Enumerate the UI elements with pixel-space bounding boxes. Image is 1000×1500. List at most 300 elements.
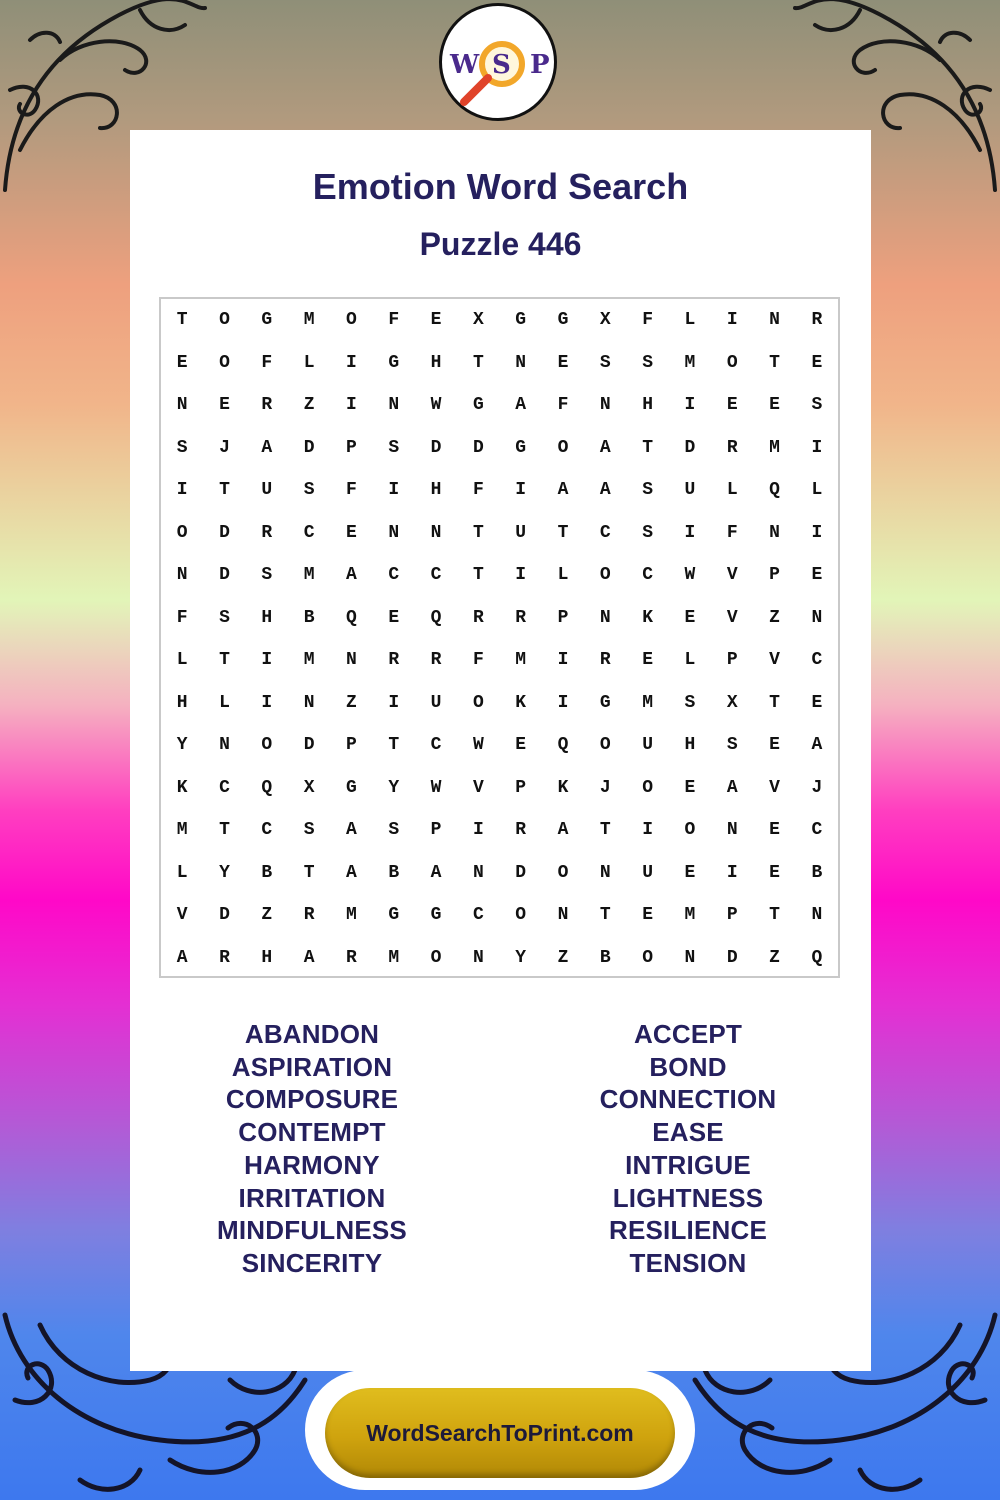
grid-row xyxy=(161,384,838,427)
grid-cell[interactable]: N xyxy=(303,692,315,713)
grid-cell[interactable]: D xyxy=(219,565,230,586)
grid-cell[interactable]: V xyxy=(726,607,738,628)
grid-cell[interactable]: F xyxy=(388,310,400,331)
grid-cell[interactable]: M xyxy=(515,650,527,671)
grid-cell[interactable]: K xyxy=(557,777,569,798)
grid-cell[interactable]: H xyxy=(430,480,442,501)
grid-cell[interactable]: M xyxy=(684,352,696,373)
grid-cell[interactable]: S xyxy=(684,692,696,713)
grid-cell[interactable]: F xyxy=(472,650,484,671)
grid-cell[interactable]: P xyxy=(346,735,357,756)
grid-cell[interactable]: I xyxy=(557,650,569,671)
grid-cell[interactable]: K xyxy=(176,777,188,798)
grid-cell[interactable]: T xyxy=(599,820,611,841)
grid-cell[interactable]: I xyxy=(811,437,823,458)
grid-cell[interactable]: G xyxy=(388,905,400,926)
grid-cell[interactable]: E xyxy=(515,735,527,756)
grid-cell[interactable]: R xyxy=(515,607,527,628)
grid-cell[interactable]: N xyxy=(176,565,188,586)
grid-cell[interactable]: S xyxy=(303,820,315,841)
grid-cell[interactable]: I xyxy=(388,480,400,501)
grid-cell[interactable]: I xyxy=(684,395,696,416)
logo-letter-w: W xyxy=(450,50,480,80)
grid-cell[interactable]: I xyxy=(811,522,823,543)
grid-cell[interactable]: V xyxy=(176,905,188,926)
puzzle-number: Puzzle 446 xyxy=(419,226,582,262)
grid-cell[interactable]: A xyxy=(346,820,357,841)
grid-cell[interactable]: E xyxy=(769,862,780,883)
word-list-item: ACCEPT xyxy=(633,1019,743,1049)
grid-cell[interactable]: C xyxy=(430,735,442,756)
site-link-label: WordSearchToPrint.com xyxy=(366,1419,634,1446)
grid-row xyxy=(161,724,838,767)
grid-cell[interactable]: T xyxy=(472,522,484,543)
grid-cell[interactable]: O xyxy=(642,777,653,798)
grid-cell[interactable]: B xyxy=(811,862,823,883)
grid-cell[interactable]: T xyxy=(219,650,230,671)
grid-cell[interactable]: A xyxy=(599,480,611,501)
grid-cell[interactable]: M xyxy=(303,650,315,671)
grid-cell[interactable]: U xyxy=(684,480,696,501)
grid-cell[interactable]: N xyxy=(472,947,484,968)
grid-cell[interactable]: O xyxy=(599,735,611,756)
grid-cell[interactable]: U xyxy=(261,480,273,501)
grid-cell[interactable]: N xyxy=(726,820,738,841)
grid-cell[interactable]: M xyxy=(303,310,315,331)
grid-cell[interactable]: A xyxy=(811,735,823,756)
grid-cell[interactable]: D xyxy=(219,905,230,926)
grid-cell[interactable]: U xyxy=(642,735,653,756)
grid-cell[interactable]: K xyxy=(515,692,527,713)
grid-cell[interactable]: U xyxy=(515,522,527,543)
grid-cell[interactable]: I xyxy=(346,395,357,416)
grid-cell[interactable]: T xyxy=(769,905,780,926)
grid-cell[interactable]: S xyxy=(388,820,400,841)
grid-cell[interactable]: L xyxy=(811,480,823,501)
grid-cell[interactable]: W xyxy=(430,777,442,798)
grid-cell[interactable]: I xyxy=(472,820,484,841)
grid-cell[interactable]: R xyxy=(346,947,357,968)
grid-cell[interactable]: M xyxy=(388,947,400,968)
grid-cell[interactable]: G xyxy=(388,352,400,373)
grid-cell[interactable]: F xyxy=(642,310,653,331)
grid-cell[interactable]: Y xyxy=(515,947,527,968)
grid-cell[interactable]: E xyxy=(769,735,780,756)
grid-cell[interactable]: F xyxy=(176,607,188,628)
grid-cell[interactable]: S xyxy=(642,522,653,543)
grid-cell[interactable]: T xyxy=(599,905,611,926)
grid-cell[interactable]: R xyxy=(261,395,273,416)
grid-cell[interactable]: L xyxy=(726,480,738,501)
grid-cell[interactable]: R xyxy=(599,650,611,671)
grid-cell[interactable]: A xyxy=(346,862,357,883)
grid-cell[interactable]: G xyxy=(515,437,527,458)
grid-cell[interactable]: T xyxy=(472,352,484,373)
grid-cell[interactable]: X xyxy=(599,310,611,331)
grid-cell[interactable]: C xyxy=(472,905,484,926)
grid-cell[interactable]: I xyxy=(346,352,357,373)
grid-cell[interactable]: M xyxy=(684,905,696,926)
grid-cell[interactable]: E xyxy=(811,692,823,713)
grid-cell[interactable]: P xyxy=(346,437,357,458)
grid-cell[interactable]: P xyxy=(430,820,442,841)
grid-row xyxy=(161,554,838,597)
grid-cell[interactable]: S xyxy=(811,395,823,416)
grid-cell[interactable]: C xyxy=(642,565,653,586)
grid-cell[interactable]: O xyxy=(599,565,611,586)
grid-cell[interactable]: R xyxy=(219,947,230,968)
grid-cell[interactable]: M xyxy=(642,692,653,713)
grid-cell[interactable]: F xyxy=(726,522,738,543)
grid-cell[interactable]: O xyxy=(726,352,738,373)
word-list-item: HARMONY xyxy=(244,1149,380,1180)
grid-cell[interactable]: Z xyxy=(769,607,780,628)
grid-cell[interactable]: D xyxy=(472,437,484,458)
grid-cell[interactable]: E xyxy=(684,777,696,798)
word-list-item: SINCERITY xyxy=(241,1247,383,1278)
grid-cell[interactable]: S xyxy=(303,480,315,501)
word-list-item: LIGHTNESS xyxy=(612,1182,764,1213)
logo-letter-p: P xyxy=(530,50,550,80)
grid-cell[interactable]: O xyxy=(219,310,230,331)
grid-cell[interactable]: R xyxy=(303,905,315,926)
grid-row xyxy=(161,682,838,725)
grid-row xyxy=(161,639,838,682)
grid-cell[interactable]: U xyxy=(430,692,442,713)
grid-cell[interactable]: D xyxy=(303,437,315,458)
grid-cell[interactable]: E xyxy=(642,905,653,926)
grid-cell[interactable]: O xyxy=(642,947,653,968)
grid-cell[interactable]: I xyxy=(261,650,273,671)
grid-cell[interactable]: I xyxy=(726,310,738,331)
word-list-item: ABANDON xyxy=(244,1019,380,1049)
logo-letter-s: S xyxy=(492,50,511,80)
word-list-left xyxy=(162,1018,462,1280)
grid-cell[interactable]: O xyxy=(472,692,484,713)
grid-cell[interactable]: T xyxy=(303,862,315,883)
grid-cell[interactable]: L xyxy=(557,565,569,586)
grid-cell[interactable]: S xyxy=(726,735,738,756)
grid-cell[interactable]: L xyxy=(684,650,696,671)
grid-cell[interactable]: L xyxy=(176,862,188,883)
grid-cell[interactable]: Z xyxy=(557,947,569,968)
grid-cell[interactable]: I xyxy=(515,480,527,501)
word-list-item: INTRIGUE xyxy=(625,1149,751,1180)
grid-cell[interactable]: I xyxy=(388,692,400,713)
grid-cell[interactable]: I xyxy=(515,565,527,586)
grid-cell[interactable]: F xyxy=(346,480,357,501)
grid-cell[interactable]: L xyxy=(303,352,315,373)
grid-cell[interactable]: P xyxy=(726,650,738,671)
grid-cell[interactable]: R xyxy=(515,820,527,841)
grid-cell[interactable]: K xyxy=(642,607,653,628)
grid-cell[interactable]: E xyxy=(430,310,442,331)
grid-cell[interactable]: E xyxy=(684,862,696,883)
grid-cell[interactable]: P xyxy=(515,777,527,798)
grid-cell[interactable]: H xyxy=(176,692,188,713)
grid-row xyxy=(161,342,838,385)
grid-cell[interactable]: C xyxy=(219,777,230,798)
grid-row xyxy=(161,852,838,895)
grid-cell[interactable]: L xyxy=(176,650,188,671)
grid-cell[interactable]: E xyxy=(769,820,780,841)
word-list-right xyxy=(538,1018,838,1280)
grid-cell[interactable]: B xyxy=(388,862,400,883)
grid-cell[interactable]: R xyxy=(388,650,400,671)
grid-cell[interactable]: I xyxy=(726,862,738,883)
grid-cell[interactable]: X xyxy=(472,310,484,331)
grid-cell[interactable]: C xyxy=(599,522,611,543)
grid-cell[interactable]: O xyxy=(684,820,696,841)
grid-cell[interactable]: C xyxy=(388,565,400,586)
grid-cell[interactable]: A xyxy=(176,947,188,968)
letter-grid xyxy=(159,297,840,978)
grid-cell[interactable]: Y xyxy=(219,862,230,883)
grid-cell[interactable]: N xyxy=(599,607,611,628)
grid-cell[interactable]: O xyxy=(515,905,527,926)
grid-cell[interactable]: N xyxy=(811,607,823,628)
grid-cell[interactable]: Q xyxy=(811,947,823,968)
grid-cell[interactable]: A xyxy=(599,437,611,458)
grid-cell[interactable]: G xyxy=(599,692,611,713)
grid-cell[interactable]: I xyxy=(176,480,188,501)
grid-cell[interactable]: A xyxy=(303,947,315,968)
grid-cell[interactable]: C xyxy=(261,820,273,841)
grid-row xyxy=(161,937,838,980)
grid-cell[interactable]: H xyxy=(684,735,696,756)
grid-cell[interactable]: G xyxy=(346,777,357,798)
grid-cell[interactable]: H xyxy=(430,352,442,373)
grid-cell[interactable]: V xyxy=(769,777,780,798)
word-list-item: CONTEMPT xyxy=(238,1117,386,1148)
grid-cell[interactable]: N xyxy=(515,352,527,373)
grid-cell[interactable]: N xyxy=(684,947,696,968)
grid-cell[interactable]: L xyxy=(684,310,696,331)
grid-row xyxy=(161,767,838,810)
word-list-item: TENSION xyxy=(629,1247,747,1278)
grid-cell[interactable]: E xyxy=(726,395,738,416)
grid-cell[interactable]: M xyxy=(176,820,188,841)
grid-cell[interactable]: I xyxy=(557,692,569,713)
grid-cell[interactable]: E xyxy=(684,607,696,628)
grid-cell[interactable]: Q xyxy=(557,735,569,756)
grid-cell[interactable]: R xyxy=(430,650,442,671)
site-link-button[interactable] xyxy=(325,1388,675,1478)
grid-cell[interactable]: S xyxy=(219,607,230,628)
grid-cell[interactable]: Q xyxy=(261,777,273,798)
page-title: Emotion Word Search xyxy=(312,166,689,207)
word-list-item: ASPIRATION xyxy=(231,1051,393,1082)
grid-cell[interactable]: N xyxy=(388,395,400,416)
grid-cell[interactable]: J xyxy=(811,777,823,798)
grid-cell[interactable]: D xyxy=(684,437,696,458)
grid-cell[interactable]: N xyxy=(472,862,484,883)
grid-cell[interactable]: O xyxy=(176,522,188,543)
grid-cell[interactable]: A xyxy=(557,480,569,501)
grid-cell[interactable]: M xyxy=(346,905,357,926)
word-list-item: BOND xyxy=(649,1051,727,1082)
grid-cell[interactable]: Q xyxy=(769,480,780,501)
grid-row xyxy=(161,469,838,512)
grid-cell[interactable]: F xyxy=(557,395,569,416)
grid-cell[interactable]: V xyxy=(472,777,484,798)
grid-cell[interactable]: N xyxy=(557,905,569,926)
grid-cell[interactable]: F xyxy=(261,352,273,373)
grid-cell[interactable]: B xyxy=(303,607,315,628)
grid-cell[interactable]: A xyxy=(430,862,442,883)
grid-cell[interactable]: O xyxy=(557,437,569,458)
grid-cell[interactable]: N xyxy=(176,395,188,416)
grid-cell[interactable]: A xyxy=(261,437,273,458)
grid-cell[interactable]: R xyxy=(261,522,273,543)
grid-cell[interactable]: N xyxy=(346,650,357,671)
grid-cell[interactable]: Z xyxy=(769,947,780,968)
grid-cell[interactable]: P xyxy=(557,607,569,628)
grid-cell[interactable]: N xyxy=(769,310,780,331)
grid-cell[interactable]: Y xyxy=(176,735,188,756)
grid-cell[interactable]: H xyxy=(642,395,653,416)
grid-cell[interactable]: T xyxy=(219,480,230,501)
grid-cell[interactable]: R xyxy=(726,437,738,458)
grid-cell[interactable]: D xyxy=(726,947,738,968)
grid-cell[interactable]: D xyxy=(430,437,442,458)
grid-cell[interactable]: T xyxy=(769,352,780,373)
grid-cell[interactable]: R xyxy=(472,607,484,628)
grid-row xyxy=(161,299,838,342)
grid-cell[interactable]: T xyxy=(219,820,230,841)
grid-cell[interactable]: D xyxy=(515,862,527,883)
word-list-item: IRRITATION xyxy=(238,1182,386,1213)
grid-cell[interactable]: R xyxy=(811,310,823,331)
grid-cell[interactable]: F xyxy=(472,480,484,501)
grid-cell[interactable]: W xyxy=(430,395,442,416)
grid-cell[interactable]: V xyxy=(769,650,780,671)
grid-cell[interactable]: S xyxy=(642,480,653,501)
grid-cell[interactable]: E xyxy=(219,395,230,416)
grid-cell[interactable]: N xyxy=(599,395,611,416)
grid-cell[interactable]: N xyxy=(811,905,823,926)
grid-cell[interactable]: G xyxy=(557,310,569,331)
grid-cell[interactable]: C xyxy=(811,650,823,671)
grid-cell[interactable]: E xyxy=(642,650,653,671)
grid-cell[interactable]: L xyxy=(219,692,230,713)
grid-cell[interactable]: A xyxy=(346,565,357,586)
grid-cell[interactable]: G xyxy=(472,395,484,416)
grid-cell[interactable]: I xyxy=(684,522,696,543)
grid-cell[interactable]: E xyxy=(557,352,569,373)
grid-cell[interactable]: G xyxy=(430,905,442,926)
grid-cell[interactable]: T xyxy=(388,735,400,756)
grid-cell[interactable]: O xyxy=(557,862,569,883)
grid-cell[interactable]: Z xyxy=(261,905,273,926)
grid-cell[interactable]: B xyxy=(261,862,273,883)
grid-cell[interactable]: S xyxy=(261,565,273,586)
grid-cell[interactable]: N xyxy=(599,862,611,883)
grid-cell[interactable]: O xyxy=(219,352,230,373)
grid-cell[interactable]: C xyxy=(430,565,442,586)
grid-cell[interactable]: E xyxy=(811,565,823,586)
grid-cell[interactable]: I xyxy=(642,820,653,841)
grid-cell[interactable]: J xyxy=(599,777,611,798)
grid-cell[interactable]: N xyxy=(388,522,400,543)
grid-row xyxy=(161,512,838,555)
grid-cell[interactable]: G xyxy=(261,310,273,331)
grid-cell[interactable]: E xyxy=(388,607,400,628)
grid-cell[interactable]: A xyxy=(515,395,527,416)
grid-cell[interactable]: Z xyxy=(346,692,357,713)
grid-cell[interactable]: T xyxy=(176,310,188,331)
grid-cell[interactable]: P xyxy=(769,565,780,586)
grid-cell[interactable]: T xyxy=(642,437,653,458)
grid-cell[interactable]: D xyxy=(219,522,230,543)
puzzle-card xyxy=(130,130,871,1371)
grid-cell[interactable]: E xyxy=(769,395,780,416)
grid-cell[interactable]: N xyxy=(430,522,442,543)
grid-cell[interactable]: C xyxy=(811,820,823,841)
grid-cell[interactable]: J xyxy=(219,437,230,458)
grid-cell[interactable]: Z xyxy=(303,395,315,416)
word-list-item: CONNECTION xyxy=(599,1084,777,1115)
grid-cell[interactable]: O xyxy=(346,310,357,331)
grid-cell[interactable]: T xyxy=(557,522,569,543)
grid-cell[interactable]: S xyxy=(642,352,653,373)
grid-cell[interactable]: Q xyxy=(346,607,357,628)
grid-cell[interactable]: C xyxy=(303,522,315,543)
grid-cell[interactable]: S xyxy=(388,437,400,458)
grid-row xyxy=(161,597,838,640)
grid-cell[interactable]: B xyxy=(599,947,611,968)
wsp-logo xyxy=(439,3,557,121)
grid-cell[interactable]: M xyxy=(303,565,315,586)
grid-cell[interactable]: X xyxy=(303,777,315,798)
grid-cell[interactable]: N xyxy=(769,522,780,543)
grid-cell[interactable]: N xyxy=(219,735,230,756)
grid-cell[interactable]: G xyxy=(515,310,527,331)
grid-cell[interactable]: E xyxy=(346,522,357,543)
grid-cell[interactable]: A xyxy=(726,777,738,798)
grid-row xyxy=(161,427,838,470)
grid-row xyxy=(161,894,838,937)
word-list-item: COMPOSURE xyxy=(225,1084,399,1115)
grid-cell[interactable]: Q xyxy=(430,607,442,628)
grid-cell[interactable]: D xyxy=(303,735,315,756)
grid-cell[interactable]: S xyxy=(176,437,188,458)
grid-cell[interactable]: Y xyxy=(388,777,400,798)
grid-cell[interactable]: W xyxy=(472,735,484,756)
word-list-item: RESILIENCE xyxy=(608,1215,768,1246)
grid-cell[interactable]: T xyxy=(472,565,484,586)
grid-cell[interactable]: T xyxy=(769,692,780,713)
grid-cell[interactable]: M xyxy=(769,437,780,458)
grid-cell[interactable]: E xyxy=(811,352,823,373)
grid-cell[interactable]: P xyxy=(726,905,738,926)
grid-cell[interactable]: S xyxy=(599,352,611,373)
grid-row xyxy=(161,809,838,852)
grid-cell[interactable]: W xyxy=(684,565,696,586)
word-list-item: EASE xyxy=(652,1117,724,1148)
grid-cell[interactable]: X xyxy=(726,692,738,713)
word-list-item: MINDFULNESS xyxy=(217,1215,407,1246)
grid-cell[interactable]: E xyxy=(176,352,188,373)
grid-cell[interactable]: A xyxy=(557,820,569,841)
grid-cell[interactable]: U xyxy=(642,862,653,883)
grid-cell[interactable]: O xyxy=(430,947,442,968)
grid-cell[interactable]: H xyxy=(261,947,273,968)
grid-cell[interactable]: I xyxy=(261,692,273,713)
grid-cell[interactable]: V xyxy=(726,565,738,586)
grid-cell[interactable]: H xyxy=(261,607,273,628)
grid-cell[interactable]: O xyxy=(261,735,273,756)
